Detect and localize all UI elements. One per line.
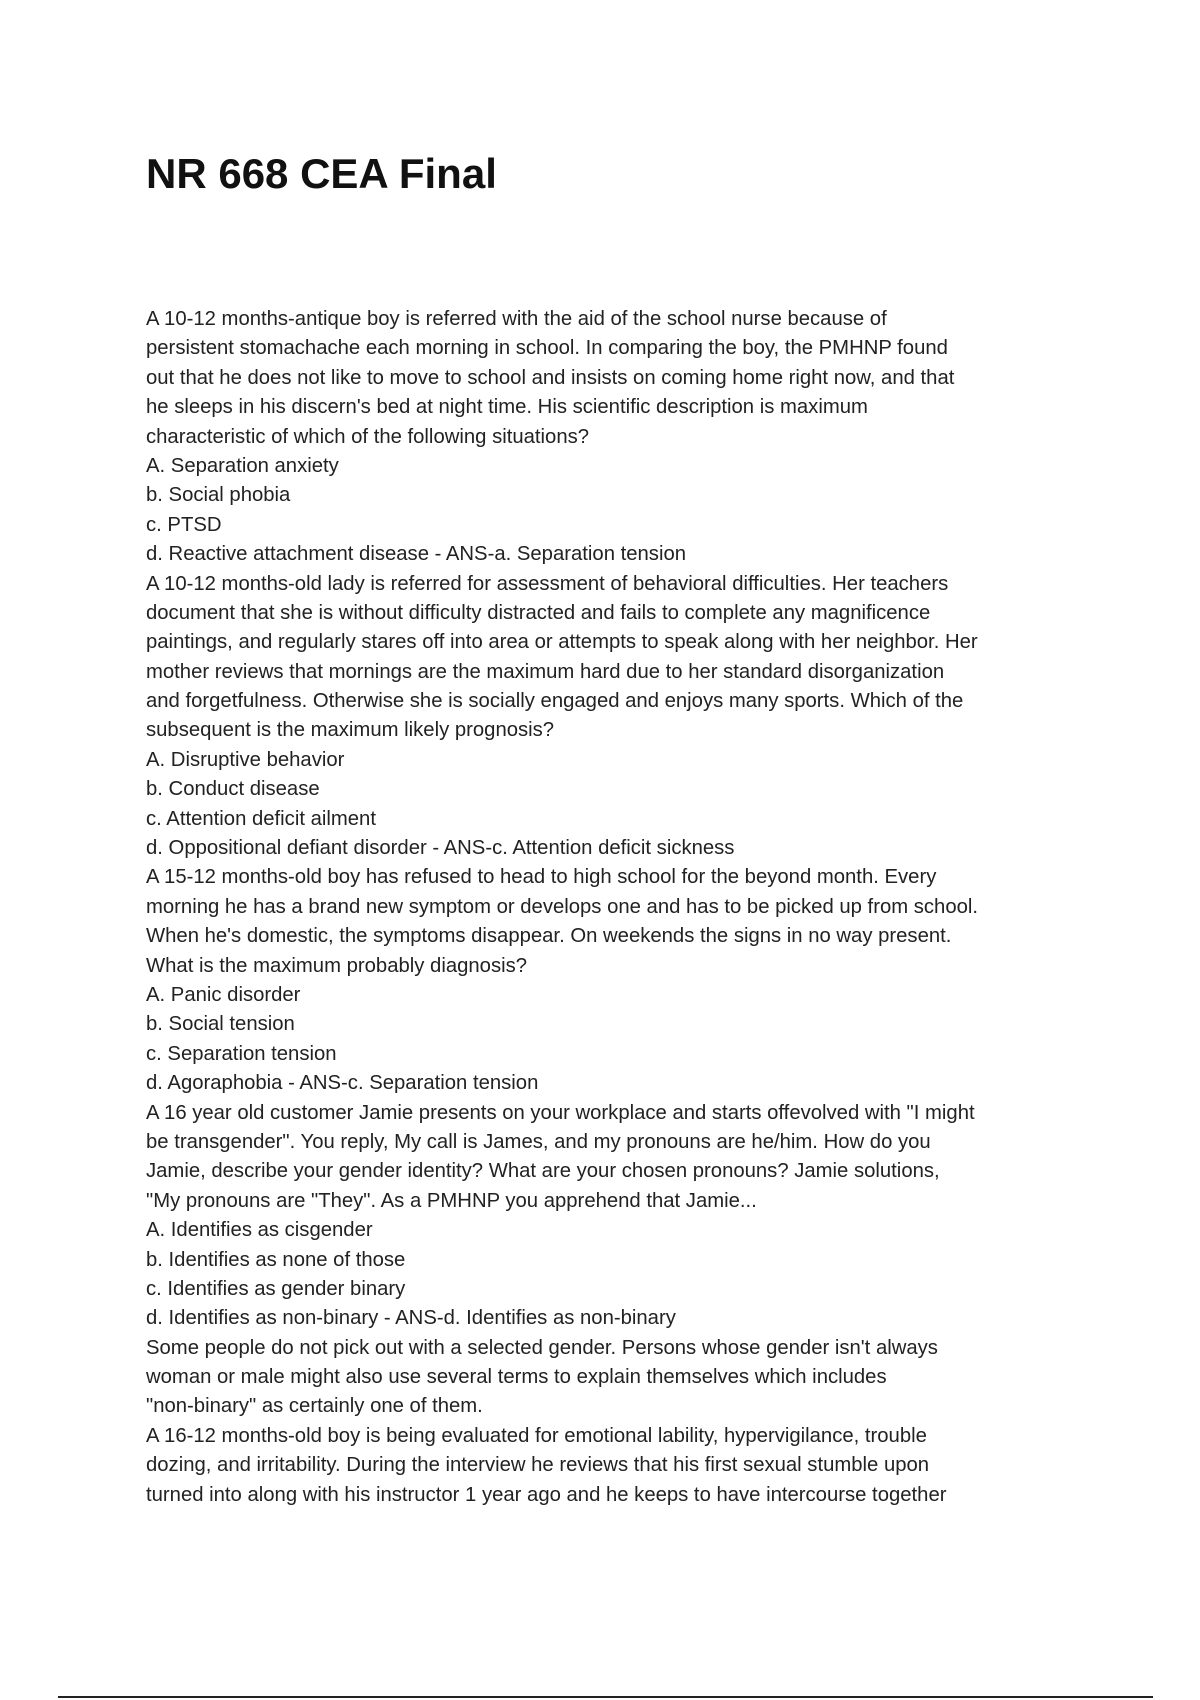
text-line: c. Attention deficit ailment	[146, 807, 376, 830]
text-line: mother reviews that mornings are the maximum hard due to her standard disorganization	[146, 660, 945, 683]
text-line: characteristic of which of the following situations?	[146, 425, 590, 448]
text-line: A 16-12 months-old boy is being evaluated for emotional lability, hypervigilance, trouble	[146, 1424, 927, 1447]
text-line: A 10-12 months-old lady is referred for assessment of behavioral difficulties. Her teachers	[146, 572, 949, 595]
text-line: What is the maximum probably diagnosis?	[146, 954, 528, 977]
text-line: c. Separation tension	[146, 1042, 337, 1065]
text-line: morning he has a brand new symptom or develops one and has to be picked up from school.	[146, 895, 979, 918]
text-line: A 15-12 months-old boy has refused to head to high school for the beyond month. Every	[146, 866, 937, 889]
text-line: he sleeps in his discern's bed at night time. His scientific description is maximum	[146, 396, 868, 419]
text-line: and forgetfulness. Otherwise she is socially engaged and enjoys many sports. Which of the	[146, 690, 964, 713]
text-line: A 16 year old customer Jamie presents on your workplace and starts offevolved with "I might	[146, 1101, 975, 1124]
text-line: Jamie, describe your gender identity? What are your chosen pronouns? Jamie solutions,	[146, 1160, 940, 1183]
text-line: A. Panic disorder	[146, 983, 301, 1006]
text-line: persistent stomachache each morning in school. In comparing the boy, the PMHNP found	[146, 337, 948, 360]
text-line: d. Reactive attachment disease - ANS-a. Separation tension	[146, 543, 687, 566]
text-line: be transgender". You reply, My call is James, and my pronouns are he/him. How do you	[146, 1130, 931, 1153]
text-line: d. Identifies as non-binary - ANS-d. Identifies as non-binary	[146, 1307, 676, 1330]
text-line: turned into along with his instructor 1 year ago and he keeps to have intercourse together	[146, 1483, 947, 1506]
document-title: NR 668 CEA Final	[146, 150, 497, 197]
text-line: document that she is without difficulty distracted and fails to complete any magnificence	[146, 601, 931, 624]
text-line: A. Separation anxiety	[146, 454, 339, 477]
text-line: c. PTSD	[146, 513, 222, 536]
text-line: A. Identifies as cisgender	[146, 1219, 373, 1242]
text-line: c. Identifies as gender binary	[146, 1277, 406, 1300]
text-line: "non-binary" as certainly one of them.	[146, 1395, 483, 1418]
text-line: b. Social phobia	[146, 484, 291, 507]
text-line: b. Conduct disease	[146, 778, 320, 801]
text-line: When he's domestic, the symptoms disappear. On weekends the signs in no way present.	[146, 925, 952, 948]
text-line: d. Oppositional defiant disorder - ANS-c. Attention deficit sickness	[146, 837, 735, 860]
text-line: dozing, and irritability. During the interview he reviews that his first sexual stumble upon	[146, 1454, 930, 1477]
document-body	[146, 305, 1106, 1510]
text-line: out that he does not like to move to school and insists on coming home right now, and that	[146, 366, 955, 389]
text-line: Some people do not pick out with a selected gender. Persons whose gender isn't always	[146, 1336, 938, 1359]
text-line: paintings, and regularly stares off into area or attempts to speak along with her neighbor. Her	[146, 631, 978, 654]
text-line: b. Identifies as none of those	[146, 1248, 406, 1271]
text-line: A 10-12 months-antique boy is referred with the aid of the school nurse because of	[146, 308, 887, 330]
footer-divider	[58, 1696, 1153, 1698]
text-line: A. Disruptive behavior	[146, 748, 345, 771]
text-line: "My pronouns are "They". As a PMHNP you apprehend that Jamie...	[146, 1189, 757, 1212]
text-line: b. Social tension	[146, 1013, 295, 1036]
text-line: woman or male might also use several terms to explain themselves which includes	[146, 1366, 887, 1389]
text-line: d. Agoraphobia - ANS-c. Separation tension	[146, 1072, 539, 1095]
text-line: subsequent is the maximum likely prognosis?	[146, 719, 555, 742]
